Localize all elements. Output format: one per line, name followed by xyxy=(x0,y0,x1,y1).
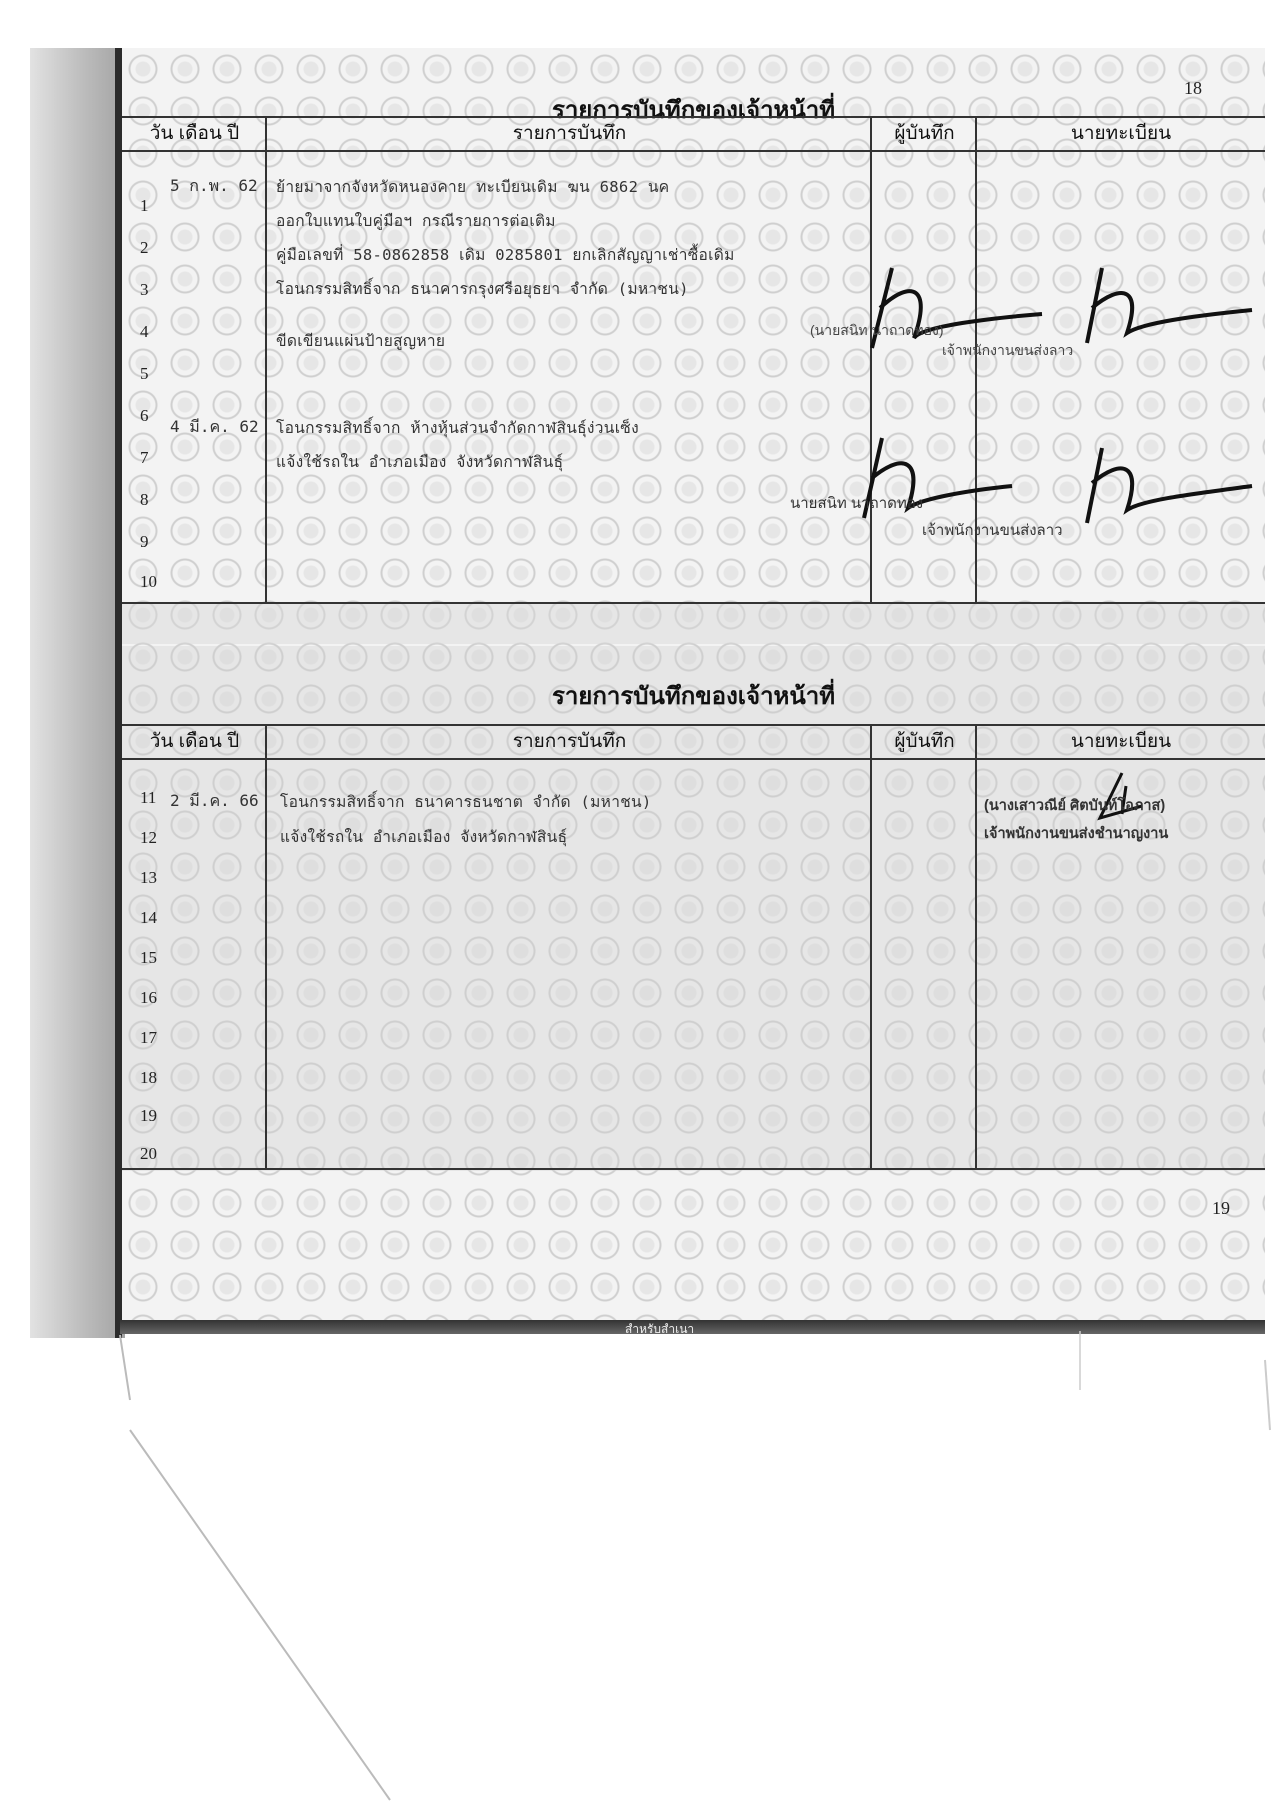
row-number: 14 xyxy=(140,908,157,927)
page-number-top: 18 xyxy=(1184,78,1202,98)
book-spine xyxy=(115,48,122,1338)
table-bottom-rule xyxy=(122,1168,1265,1170)
row-number: 4 xyxy=(140,322,149,341)
registration-book-page xyxy=(122,48,1265,1320)
col-divider xyxy=(265,116,267,604)
table-header-bottom xyxy=(122,724,1265,760)
row-number: 3 xyxy=(140,280,149,299)
row-number: 13 xyxy=(140,868,157,887)
scan-shadow xyxy=(30,48,125,1338)
section-title-top: รายการบันทึกของเจ้าหน้าที่ xyxy=(551,97,836,124)
col-divider xyxy=(870,724,872,1170)
entry-line: โอนกรรมสิทธิ์จาก ธนาคารธนชาต จำกัด (มหาชน) xyxy=(280,793,652,811)
row-number: 16 xyxy=(140,988,157,1007)
entry-line: ออกใบแทนใบคู่มือฯ กรณีรายการต่อเติม xyxy=(276,212,556,230)
header-registrar: นายทะเบียน xyxy=(1070,731,1172,752)
entry-line: แจ้งใช้รถใน อำเภอเมือง จังหวัดกาฬสินธุ์ xyxy=(280,828,568,846)
page-number-bottom: 19 xyxy=(1212,1198,1230,1218)
header-recorder: ผู้บันทึก xyxy=(894,731,955,752)
entry-date: 4 มี.ค. 62 xyxy=(170,417,259,436)
entry-line: โอนกรรมสิทธิ์จาก ธนาคารกรุงศรีอยุธยา จำกัด (มหาชน) xyxy=(276,280,689,298)
section-title-bottom: รายการบันทึกของเจ้าหน้าที่ xyxy=(551,683,836,710)
row-number: 17 xyxy=(140,1028,157,1047)
row-number: 9 xyxy=(140,532,149,551)
row-number: 1 xyxy=(140,196,149,215)
row-number: 7 xyxy=(140,448,149,467)
header-registrar: นายทะเบียน xyxy=(1070,123,1172,144)
entry-line: โอนกรรมสิทธิ์จาก ห้างหุ้นส่วนจำกัดกาฬสินธุ์ง่วนเซ็ง xyxy=(276,419,639,437)
header-entry: รายการบันทึก xyxy=(512,731,627,752)
col-divider xyxy=(870,116,872,604)
header-entry: รายการบันทึก xyxy=(512,123,627,144)
recorder-name: (นางเสาวณีย์ ศิตบันท์โอภาส) xyxy=(984,798,1166,814)
copy-stamp: สำหรับสำเนา xyxy=(625,1322,695,1336)
entry-line: แจ้งใช้รถใน อำเภอเมือง จังหวัดกาฬสินธุ์ xyxy=(276,453,564,471)
header-recorder: ผู้บันทึก xyxy=(894,123,955,144)
signer-name: (นายสนิท นาถาดทอง) xyxy=(810,322,944,338)
entry-line: ย้ายมาจากจังหวัดหนองคาย ทะเบียนเดิม ฆน 6862 นค xyxy=(276,178,670,196)
entry-line: คู่มือเลขที่ 58-0862858 เดิม 0285801 ยกเลิกสัญญาเช่าซื้อเดิม xyxy=(276,246,735,264)
header-date: วัน เดือน ปี xyxy=(149,731,240,752)
gap-band xyxy=(122,604,1265,644)
row-number: 20 xyxy=(140,1144,157,1163)
entry-date: 2 มี.ค. 66 xyxy=(170,791,259,810)
recorder-title: เจ้าพนักงานขนส่งชำนาญงาน xyxy=(984,826,1169,842)
signer-title: เจ้าพนักงานขนส่งลาว xyxy=(922,522,1063,539)
row-number: 6 xyxy=(140,406,149,425)
row-number: 19 xyxy=(140,1106,157,1125)
entry-line: ขีดเขียนแผ่นป้ายสูญหาย xyxy=(276,332,446,350)
entry-date: 5 ก.พ. 62 xyxy=(170,176,258,195)
signer-title: เจ้าพนักงานขนส่งลาว xyxy=(942,342,1074,358)
row-number: 18 xyxy=(140,1068,157,1087)
row-number: 15 xyxy=(140,948,157,967)
scan-crease-lines xyxy=(100,1330,1280,1810)
signer-name: นายสนิท นาถาดทอง xyxy=(790,495,924,512)
col-divider xyxy=(265,724,267,1170)
row-number: 8 xyxy=(140,490,149,509)
row-number: 12 xyxy=(140,828,157,847)
row-number: 2 xyxy=(140,238,149,257)
row-number: 5 xyxy=(140,364,149,383)
row-number: 10 xyxy=(140,572,157,591)
table-header-top xyxy=(122,116,1265,152)
header-date: วัน เดือน ปี xyxy=(149,123,240,144)
col-divider xyxy=(975,724,977,1170)
row-number: 11 xyxy=(140,788,157,807)
